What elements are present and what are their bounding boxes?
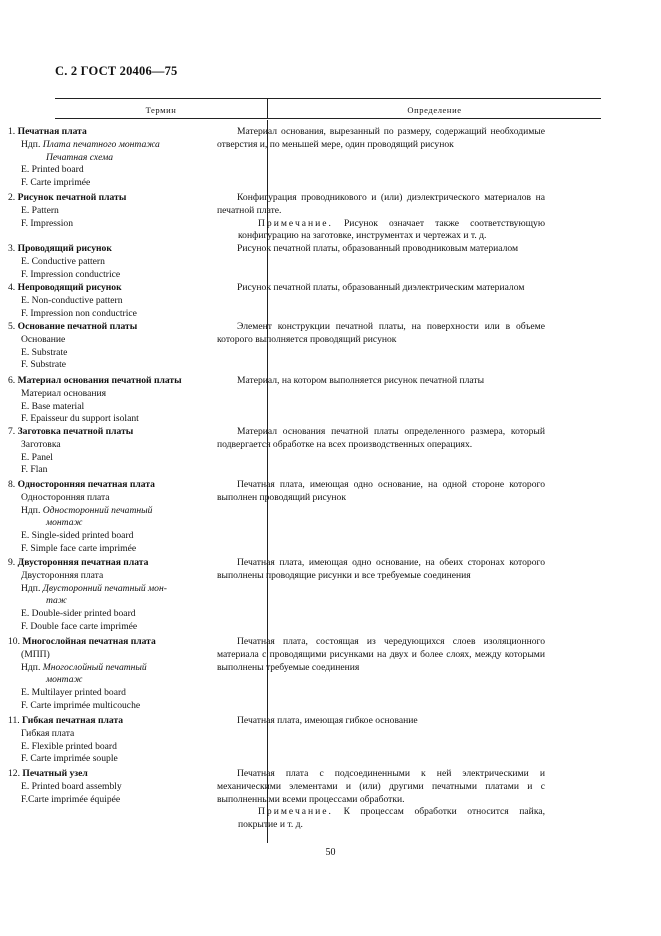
term-deprecated [8,139,210,152]
term-title: Непроводящий рисунок [17,282,122,293]
deprecated-term: Многослойный печатный [42,661,147,673]
term-deprecated [8,583,210,596]
term-entry [8,768,210,806]
term-title: Проводящий рисунок [17,243,112,254]
definition-entry [217,636,545,674]
note-text: Рисунок означает также соответствующую конфигурацию на заготовке, инструментах и чертежах и т. д. [238,217,545,242]
definition-entry [217,282,545,295]
term-english: E. Base material [21,400,85,412]
term-title: Заготовка печатной платы [17,426,134,437]
term-entry [8,282,210,320]
term-title-line [8,321,210,334]
term-french: F. Epaisseur du support isolant [21,413,139,425]
term-english: E. Printed board [21,164,84,176]
term-title: Рисунок печатной платы [17,192,127,203]
term-number: 4. [8,282,16,293]
definition-entry [217,375,545,388]
term-title-line [8,126,210,139]
deprecated-label: Ндп. [21,138,43,150]
term-synonym: Гибкая плата [21,727,75,739]
definition-entry [217,243,545,256]
term-title: Гибкая печатная плата [22,715,124,726]
definition-text: Элемент конструкции печатной платы, на поверхности или в объеме которого выполняется проводящий рисунок [217,321,545,345]
term-synonym: Двусторонняя плата [21,569,104,581]
note-text: К процессам обработки относится пайка, покрытие и т. д. [238,806,545,831]
term-synonym: Заготовка [21,438,61,450]
term-number: 7. [8,426,16,437]
definition-entry [217,479,545,505]
definition-text: Печатная плата, состоящая из чередующихся слоев изоляционного материала с проводящими рисунками на двух и более слоях, между которыми выполнены требуемые соединения [217,636,545,673]
definition-text: Печатная плата, имеющая гибкое основание [237,715,418,726]
definition-text: Рисунок печатной платы, образованный диэлектрическим материалом [237,282,525,293]
term-number: 11. [8,715,20,726]
term-title-line [8,426,210,439]
definition-note [217,218,545,244]
definition-entry [217,557,545,583]
term-title: Материал основания печатной платы [17,375,182,386]
term-number: 3. [8,243,16,254]
table-header-rule [55,118,601,119]
term-entry [8,192,210,230]
term-deprecated [8,152,210,165]
term-english: E. Flexible printed board [21,740,117,752]
term-synonym: Материал основания [21,387,107,399]
term-title: Печатный узел [22,768,88,779]
deprecated-label: Ндп. [21,582,43,594]
term-french: F. Flan [21,464,48,476]
term-french: F. Double face carte imprimée [21,620,138,632]
definition-entry [217,768,545,832]
definition-text: Печатная плата, имеющая одно основание, на одной стороне которого выполнен проводящий рисунок [217,479,545,503]
term-abbreviation: (МПП) [21,648,50,660]
deprecated-label: Ндп. [21,504,43,516]
term-deprecated [8,505,210,518]
term-number: 1. [8,126,16,137]
page-number: 50 [325,847,336,858]
term-title-line [8,282,210,295]
definition-note [217,806,545,832]
term-french: F. Carte imprimée souple [21,753,118,765]
deprecated-term: Плата печатного монтажа [42,138,160,150]
term-english: E. Panel [21,451,53,463]
term-english: E. Single-sided printed board [21,530,134,542]
term-entry [8,636,210,713]
term-title-line [8,479,210,492]
term-number: 5. [8,321,16,332]
term-french: F. Carte imprimée multicouche [21,699,141,711]
deprecated-term: Двусторонний печатный мон- [42,582,167,594]
definition-entry [217,192,545,243]
deprecated-term: монтаж [46,674,83,686]
term-entry [8,426,210,477]
term-english: E. Non-conductive pattern [21,294,123,306]
term-number: 6. [8,375,16,386]
definition-entry [217,126,545,152]
definition-text: Материал основания печатной платы определенного размера, который подвергается обработке на всех производственных операциях. [217,426,545,450]
term-deprecated [8,517,210,530]
term-deprecated [8,674,210,687]
definition-entry [217,321,545,347]
term-synonym: Основание [21,333,66,345]
term-title-line [8,243,210,256]
definition-text: Печатная плата, имеющая одно основание, на обеих сторонах которого выполнены проводящие рисунки и все требуемые соединения [217,557,545,581]
term-title-line [8,715,210,728]
definition-text: Материал, на котором выполняется рисунок печатной платы [237,375,485,386]
term-french: F. Substrate [21,359,67,371]
term-entry [8,321,210,372]
term-deprecated [8,595,210,608]
term-french: F. Carte imprimée [21,177,91,189]
page-header: С. 2 ГОСТ 20406—75 [55,64,178,78]
term-french: F. Impression conductrice [21,268,121,280]
column-header-definition: Определение [407,105,462,115]
term-entry [8,126,210,190]
deprecated-term: монтаж [46,517,83,529]
term-entry [8,557,210,634]
table-top-rule [55,98,601,99]
term-title-line [8,557,210,570]
term-title-line [8,768,210,781]
term-title: Односторонняя печатная плата [17,479,155,490]
term-number: 9. [8,557,16,568]
term-entry [8,715,210,766]
definition-text: Материал основания, вырезанный по размеру, содержащий необходимые отверстия и, по меньшей мере, один проводящий рисунок [217,126,545,150]
term-number: 12. [8,768,20,779]
term-title: Печатная плата [17,126,87,137]
deprecated-term: Односторонний печатный [42,504,153,516]
term-title-line [8,375,210,388]
term-english: E. Double-sider printed board [21,608,136,620]
term-title-line [8,192,210,205]
term-title: Многослойная печатная плата [22,636,156,647]
term-entry [8,243,210,281]
term-french: F. Impression [21,217,73,229]
note-label: Примечание. [258,806,333,818]
definition-text: Конфигурация проводникового и (или) диэлектрического материалов на печатной плате. [217,192,545,216]
deprecated-term: Печатная схема [46,151,114,163]
definition-text: Печатная плата с подсоединенными к ней электрическими и механическими элементами и (или) другими печатными платами и с выполненными всеми процессами обработки. [217,768,545,805]
term-title-line [8,636,210,649]
term-english: E. Pattern [21,204,59,216]
term-synonym: Односторонняя плата [21,491,110,503]
term-title: Двусторонняя печатная плата [17,557,149,568]
term-entry [8,479,210,556]
term-french: F. Simple face carte imprimée [21,542,137,554]
deprecated-label: Ндп. [21,661,43,673]
term-deprecated [8,662,210,675]
term-french: F. Impression non conductrice [21,307,137,319]
term-title: Основание печатной платы [17,321,138,332]
note-label: Примечание. [258,217,333,229]
term-number: 2. [8,192,16,203]
term-entry [8,375,210,426]
term-french: F.Carte imprimée équipée [21,793,121,805]
column-header-term: Термин [145,105,177,115]
term-english: E. Conductive pattern [21,255,105,267]
term-english: E. Multilayer printed board [21,687,126,699]
definition-text: Рисунок печатной платы, образованный проводниковым материалом [237,243,519,254]
term-number: 8. [8,479,16,490]
definition-entry [217,715,545,728]
definition-entry [217,426,545,452]
deprecated-term: таж [46,595,67,607]
term-english: E. Printed board assembly [21,780,122,792]
term-english: E. Substrate [21,346,68,358]
term-number: 10. [8,636,20,647]
